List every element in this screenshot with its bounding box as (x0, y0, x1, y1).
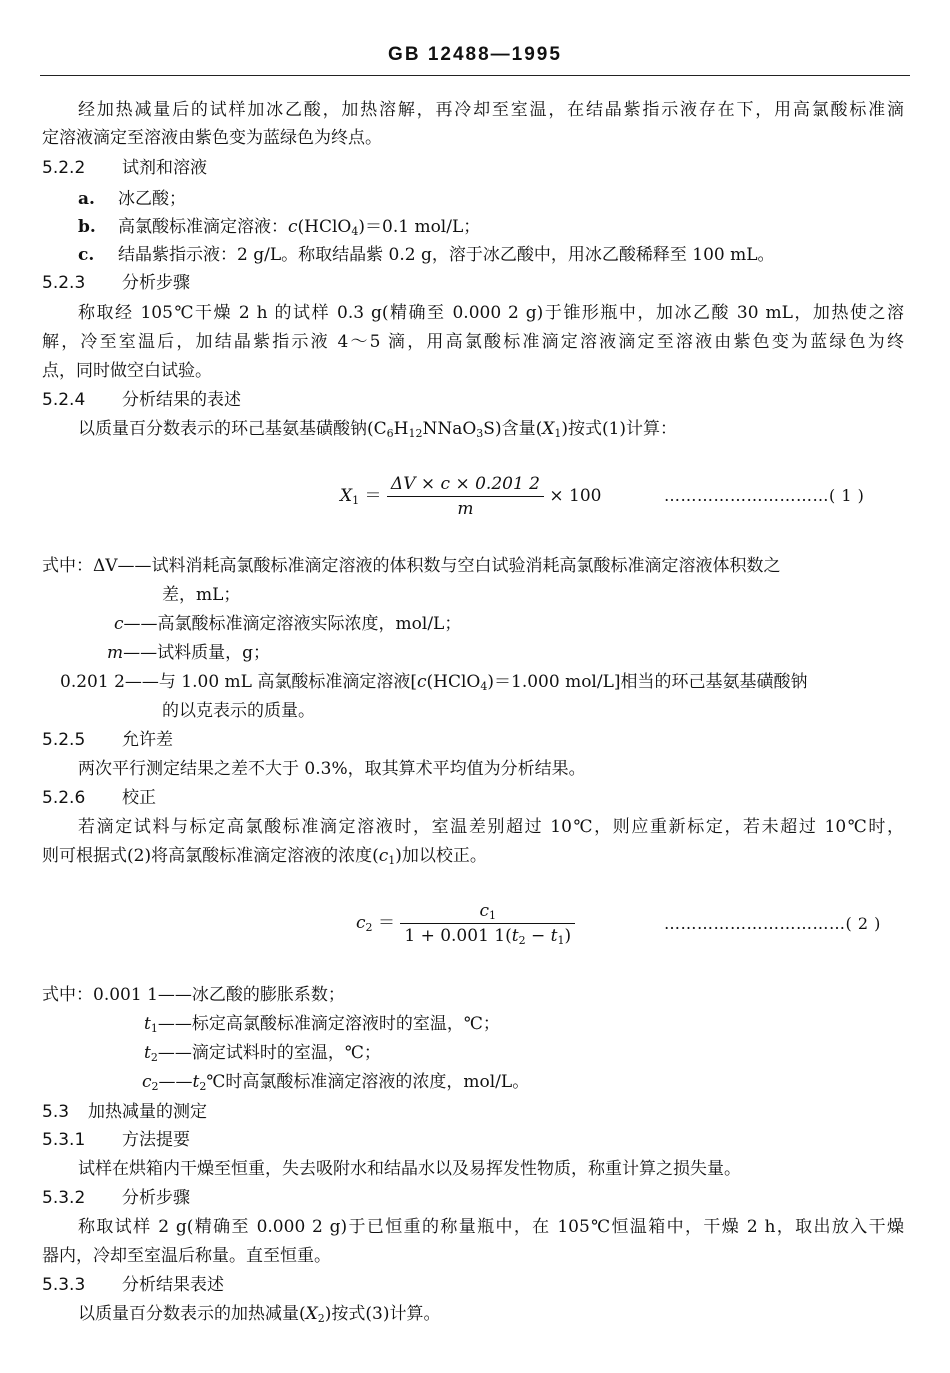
section-heading-5-2-6 (42, 787, 156, 811)
section-number: 5.3 (42, 1102, 70, 1122)
section-title: 加热减量的测定 (88, 1102, 207, 1122)
dash: —— (157, 1014, 192, 1034)
section-number: 5.3.1 (42, 1130, 86, 1150)
subscript: 12 (408, 427, 423, 440)
definition-text: 试料质量，g； (157, 643, 271, 663)
subscript: 1 (352, 494, 360, 507)
symbol-c: c (479, 901, 489, 921)
text: NNaO (422, 419, 477, 439)
subscript: 2 (151, 1080, 159, 1093)
paragraph-line: 称取试样 2 g(精确至 0.000 2 g)于已恒重的称量瓶中，在 105℃恒温箱中，干燥 2 h，取出放入干燥 (78, 1217, 904, 1237)
section-number: 5.3.3 (42, 1275, 86, 1295)
definition-row (42, 984, 345, 1008)
paragraph-line: 解，冷至室温后，加结晶紫指示液 4～5 滴，用高氯酸标准滴定溶液滴定至溶液由紫色变为蓝绿色为终 (42, 332, 904, 352)
subscript: 1 (150, 1022, 158, 1035)
paragraph-line (78, 1303, 440, 1327)
dash: —— (157, 1043, 192, 1063)
formula-part: )＝0.1 mol/L； (358, 217, 481, 237)
definition-text: 滴定试料时的室温，℃； (191, 1043, 381, 1063)
definition-row (42, 555, 781, 579)
section-number: 5.2.5 (42, 730, 86, 750)
item-mark: c. (78, 245, 95, 265)
symbol-c: c (378, 846, 389, 866)
section-title: 试剂和溶液 (122, 158, 207, 178)
leader-dots: …………………………… (664, 914, 846, 933)
definition-row (162, 584, 240, 608)
subscript: 2 (518, 934, 526, 947)
text: S)含量( (483, 419, 543, 439)
text: 则可根据式(2)将高氯酸标准滴定溶液的浓度( (42, 846, 379, 866)
subscript: 2 (199, 1080, 207, 1093)
symbol: c—— (114, 614, 158, 634)
symbol-x: X (542, 419, 555, 439)
subscript: 6 (386, 427, 394, 440)
text: H (393, 419, 409, 439)
reagent-item-b (78, 216, 480, 240)
section-heading-5-3 (42, 1101, 207, 1125)
section-number: 5.2.4 (42, 390, 86, 410)
definition-row (114, 613, 461, 637)
definition-text: 标定高氯酸标准滴定溶液时的室温，℃； (191, 1014, 500, 1034)
paragraph-line: 定溶液滴定至溶液由紫色变为蓝绿色为终点。 (42, 128, 382, 148)
formula-part: (HClO (297, 217, 352, 237)
item-text: 结晶紫指示液：2 g/L。称取结晶紫 0.2 g，溶于冰乙酸中，用冰乙酸稀释至 100 mL。 (118, 245, 775, 265)
text: )按式(3)计算。 (324, 1304, 441, 1324)
section-heading-5-2-4 (42, 389, 241, 413)
subscript: 1 (388, 854, 396, 867)
definition-text: 差，mL； (162, 585, 241, 605)
paragraph-line: 若滴定试料与标定高氯酸标准滴定溶液时，室温差别超过 10℃，则应重新标定，若未超过 10℃时， (78, 817, 904, 837)
subscript: 2 (365, 921, 373, 934)
subscript: 2 (150, 1051, 158, 1064)
definition-row (107, 642, 270, 666)
dash: —— (158, 1072, 193, 1092)
symbol-t: t (192, 1072, 200, 1092)
text: )加以校正。 (395, 846, 487, 866)
symbol: t (144, 1043, 151, 1063)
text: 以质量百分数表示的加热减量( (78, 1304, 306, 1324)
equation-1-leader (664, 486, 864, 505)
eq-sign: ＝ (364, 486, 382, 506)
page-header: GB 12488—1995 (388, 44, 562, 65)
definition-row (144, 1042, 381, 1066)
denominator: m (457, 499, 474, 519)
text: − (525, 926, 551, 946)
section-title: 分析步骤 (122, 1188, 190, 1208)
section-heading-5-3-3 (42, 1274, 224, 1298)
item-text: 冰乙酸； (118, 189, 186, 209)
formula-intro (78, 418, 677, 442)
subscript: 4 (351, 225, 359, 238)
subscript: 4 (480, 680, 488, 693)
header-rule (40, 75, 910, 76)
paragraph-line: 点，同时做空白试验。 (42, 361, 212, 381)
definition-text: 的以克表示的质量。 (162, 701, 315, 721)
subscript: 1 (557, 934, 565, 947)
subscript: 1 (489, 909, 496, 922)
symbol: c (142, 1072, 152, 1092)
section-heading-5-3-2 (42, 1187, 190, 1211)
definition-text: )＝1.000 mol/L]相当的环己基氨基磺酸钠 (487, 672, 808, 692)
section-title: 方法提要 (122, 1130, 190, 1150)
subscript: 2 (317, 1312, 325, 1325)
equation-2-leader (664, 914, 881, 933)
item-mark: b. (78, 217, 96, 237)
item-mark: a. (78, 189, 95, 209)
section-title: 分析结果表述 (122, 1275, 224, 1295)
definition-text: 冰乙酸的膨胀系数； (191, 985, 345, 1005)
section-title: 校正 (122, 788, 156, 808)
denominator (400, 924, 575, 946)
section-heading-5-3-1 (42, 1129, 190, 1153)
symbol-x: X (305, 1304, 318, 1324)
definition-row (144, 1013, 500, 1037)
eq-sign: ＝ (377, 913, 395, 933)
paragraph-line: 称取经 105℃干燥 2 h 的试样 0.3 g(精确至 0.000 2 g)于锥形瓶中，加冰乙酸 30 mL，加热使之溶 (78, 303, 904, 323)
symbol: 式中：ΔV—— (42, 556, 152, 576)
eq-lhs: X (340, 486, 353, 506)
item-text: 高氯酸标准滴定溶液： (118, 217, 288, 237)
symbol: m—— (107, 643, 158, 663)
equation-number: ( 1 ) (829, 486, 865, 505)
section-heading-5-2-2 (42, 157, 207, 181)
leader-dots: ………………………… (664, 486, 829, 505)
reagent-item-c (78, 244, 775, 268)
fraction (400, 901, 575, 946)
definition-text: 高氯酸标准滴定溶液实际浓度，mol/L； (157, 614, 462, 634)
fraction (387, 474, 544, 519)
text: ) (564, 926, 572, 946)
section-number: 5.2.6 (42, 788, 86, 808)
equation-2 (356, 901, 575, 946)
symbol: 0.201 2—— (60, 672, 159, 692)
text: 1 + 0.001 1( (404, 926, 512, 946)
numerator: ΔV × c × 0.201 2 (387, 474, 544, 497)
subscript: 3 (476, 427, 484, 440)
symbol-c: c (288, 217, 298, 237)
text: 以质量百分数表示的环己基氨基磺酸钠(C (78, 419, 387, 439)
section-heading-5-2-3 (42, 272, 190, 296)
text: )按式(1)计算： (561, 419, 678, 439)
subscript: 1 (554, 427, 562, 440)
definition-row (162, 700, 315, 724)
paragraph-line: 经加热减量后的试样加冰乙酸，加热溶解，再冷却至室温，在结晶紫指示液存在下，用高氯酸标准滴 (78, 100, 904, 120)
symbol: t (144, 1014, 151, 1034)
section-title: 允许差 (122, 730, 173, 750)
definition-row (60, 671, 808, 695)
symbol: 式中：0.001 1—— (42, 985, 192, 1005)
eq-lhs: c (356, 913, 366, 933)
definition-text: ℃时高氯酸标准滴定溶液的浓度，mol/L。 (206, 1072, 530, 1092)
section-number: 5.2.3 (42, 273, 86, 293)
symbol-c: c (417, 672, 427, 692)
reagent-item-a (78, 188, 186, 212)
section-title: 分析步骤 (122, 273, 190, 293)
definition-text: (HClO (426, 672, 481, 692)
symbol-t: t (511, 926, 519, 946)
paragraph-line: 两次平行测定结果之差不大于 0.3%，取其算术平均值为分析结果。 (78, 759, 586, 779)
definition-row (142, 1071, 529, 1095)
eq-tail: × 100 (549, 486, 602, 506)
equation-number: ( 2 ) (845, 914, 881, 933)
section-number: 5.2.2 (42, 158, 86, 178)
numerator (400, 901, 575, 924)
paragraph-line (42, 845, 487, 869)
definition-text: 与 1.00 mL 高氯酸标准滴定溶液[ (158, 672, 417, 692)
definition-text: 试料消耗高氯酸标准滴定溶液的体积数与空白试验消耗高氯酸标准滴定溶液体积数之 (151, 556, 781, 576)
section-heading-5-2-5 (42, 729, 173, 753)
symbol-t: t (550, 926, 558, 946)
paragraph-line: 试样在烘箱内干燥至恒重，失去吸附水和结晶水以及易挥发性物质，称重计算之损失量。 (78, 1159, 741, 1179)
equation-1 (340, 474, 602, 519)
paragraph-line: 器内，冷却至室温后称量。直至恒重。 (42, 1246, 331, 1266)
section-title: 分析结果的表述 (122, 390, 241, 410)
section-number: 5.3.2 (42, 1188, 86, 1208)
